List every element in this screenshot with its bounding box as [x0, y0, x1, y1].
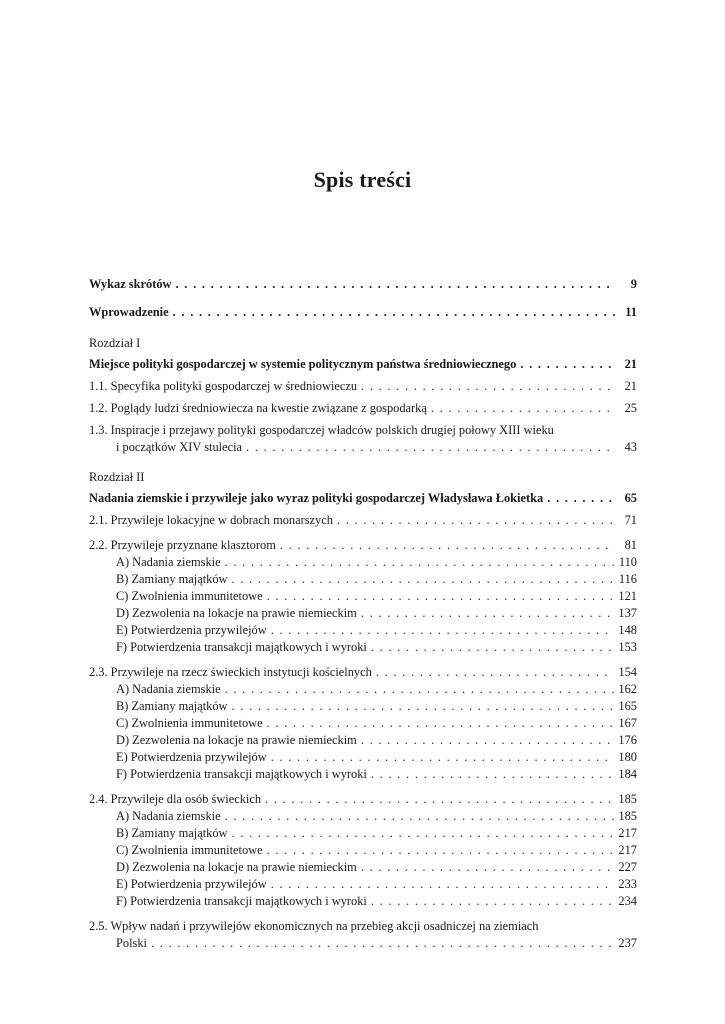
toc-entry-text: 1.1. Specyfika polityki gospodarczej w średniowieczu: [89, 379, 358, 393]
leader-dots: [232, 698, 615, 715]
toc-entry-text: A) Nadania ziemskie: [116, 809, 221, 823]
toc-chapter-title[interactable]: [89, 490, 637, 507]
toc-page-number: 233: [618, 877, 637, 891]
toc-subentry[interactable]: [89, 893, 637, 910]
toc-subentry[interactable]: [89, 605, 637, 622]
leader-dots: [225, 808, 615, 825]
toc-subentry[interactable]: [89, 554, 637, 571]
chapter-label: Rozdział II: [89, 470, 145, 484]
page-title: Spis treści: [313, 167, 412, 192]
toc-entry-text: Miejsce polityki gospodarczej w systemie politycznym państwa średniowiecznego: [89, 357, 517, 371]
toc-entry-text: D) Zezwolenia na lokacje na prawie niemieckim: [116, 860, 357, 874]
toc-entry-text: A) Nadania ziemskie: [116, 682, 221, 696]
toc-section-entry[interactable]: [89, 664, 637, 681]
leader-dots: [280, 537, 615, 554]
toc-entry-text: i początków XIV stulecia: [116, 440, 243, 454]
toc-page-number: 65: [624, 491, 637, 505]
toc-section-entry[interactable]: [89, 791, 637, 808]
toc-entry-text: C) Zwolnienia immunitetowe: [116, 589, 263, 603]
toc-entry-text: D) Zezwolenia na lokacje na prawie niemieckim: [116, 606, 357, 620]
toc-subentry[interactable]: [89, 859, 637, 876]
toc-entry-text: C) Zwolnienia immunitetowe: [116, 716, 263, 730]
leader-dots: [376, 664, 615, 681]
leader-dots: [337, 512, 615, 529]
toc-page-number: 162: [618, 682, 637, 696]
toc-subentry[interactable]: [89, 825, 637, 842]
leader-dots: [151, 935, 614, 952]
leader-dots: [371, 766, 615, 783]
toc-section-entry[interactable]: [89, 378, 637, 395]
toc-entry-text: Nadania ziemskie i przywileje jako wyraz polityki gospodarczej Władysława Łokietka: [89, 491, 544, 505]
toc-entry-text: 2.2. Przywileje przyznane klasztorom: [89, 538, 276, 552]
leader-dots: [232, 825, 615, 842]
toc-page-number: 137: [618, 606, 637, 620]
toc-subentry[interactable]: [89, 571, 637, 588]
toc-page-number: 234: [618, 894, 637, 908]
toc-entry-text: B) Zamiany majątków: [116, 699, 228, 713]
toc-page-number: 21: [624, 357, 637, 371]
toc-entry-text: F) Potwierdzenia transakcji majątkowych i wyroki: [116, 894, 367, 908]
toc-page-number: 165: [618, 699, 637, 713]
leader-dots: [271, 876, 615, 893]
toc-page-number: 217: [618, 843, 637, 857]
toc-section-entry[interactable]: [89, 400, 637, 417]
toc-page-number: 25: [624, 401, 637, 415]
toc-entry-continuation: [89, 439, 637, 456]
toc-section-entry[interactable]: [89, 512, 637, 529]
toc-subentry[interactable]: [89, 749, 637, 766]
toc-page-number: 43: [624, 440, 637, 454]
toc-entry-continuation: [89, 935, 637, 952]
toc-entry-text: 2.1. Przywileje lokacyjne w dobrach monarszych: [89, 513, 333, 527]
toc-subentry[interactable]: [89, 842, 637, 859]
leader-dots: [361, 605, 615, 622]
toc-page-number: 11: [625, 305, 637, 319]
toc-entry-text: E) Potwierdzenia przywilejów: [116, 623, 267, 637]
toc-subentry[interactable]: [89, 681, 637, 698]
leader-dots: [246, 439, 615, 456]
toc-page-number: 154: [618, 665, 637, 679]
toc-page-number: 167: [618, 716, 637, 730]
toc-subentry[interactable]: [89, 622, 637, 639]
toc-chapter-title[interactable]: [89, 356, 637, 373]
toc-entry-text: B) Zamiany majątków: [116, 572, 228, 586]
toc-page-number: 176: [618, 733, 637, 747]
toc-page-number: 81: [624, 538, 637, 552]
leader-dots: [547, 490, 615, 507]
toc-entry-text: 1.2. Poglądy ludzi średniowiecza na kwestie związane z gospodarką: [89, 401, 427, 415]
toc-entry-text: 2.3. Przywileje na rzecz świeckich instytucji kościelnych: [89, 665, 372, 679]
toc-section-entry[interactable]: [89, 918, 637, 952]
leader-dots: [371, 639, 615, 656]
toc-entry-abbreviations[interactable]: [89, 276, 637, 293]
leader-dots: [225, 554, 615, 571]
toc-entry-text: F) Potwierdzenia transakcji majątkowych i wyroki: [116, 767, 367, 781]
toc-entry-text: Wykaz skrótów: [89, 277, 172, 291]
toc-entry-text: E) Potwierdzenia przywilejów: [116, 877, 267, 891]
toc-page-number: 185: [618, 809, 637, 823]
leader-dots: [267, 588, 615, 605]
toc-page-number: 121: [618, 589, 637, 603]
toc-entry-text: A) Nadania ziemskie: [116, 555, 221, 569]
leader-dots: [431, 400, 615, 417]
toc-page-number: 237: [618, 936, 637, 950]
toc-subentry[interactable]: [89, 766, 637, 783]
toc-section-entry[interactable]: [89, 422, 637, 456]
toc-entry-text: E) Potwierdzenia przywilejów: [116, 750, 267, 764]
toc-entry-text: F) Potwierdzenia transakcji majątkowych i wyroki: [116, 640, 367, 654]
leader-dots: [176, 276, 616, 293]
toc-subentry[interactable]: [89, 698, 637, 715]
leader-dots: [271, 749, 615, 766]
leader-dots: [173, 304, 615, 321]
toc-page-number: 217: [618, 826, 637, 840]
toc-page-number: 116: [618, 572, 637, 586]
toc-entry-text: Polski: [116, 936, 147, 950]
toc-page-number: 9: [630, 277, 637, 291]
leader-dots: [267, 715, 615, 732]
leader-dots: [265, 791, 614, 808]
chapter-label: Rozdział I: [89, 336, 141, 350]
leader-dots: [371, 893, 615, 910]
toc-page-number: 71: [624, 513, 637, 527]
toc-page-number: 21: [624, 379, 637, 393]
toc-subentry[interactable]: [89, 588, 637, 605]
toc-page-number: 184: [618, 767, 637, 781]
toc-subentry[interactable]: [89, 808, 637, 825]
toc-page-number: 185: [618, 792, 637, 806]
toc-entry-introduction[interactable]: [89, 304, 637, 321]
toc-entry-text: 2.5. Wpływ nadań i przywilejów ekonomicznych na przebieg akcji osadniczej na ziemiach: [89, 919, 539, 933]
toc-page-number: 148: [618, 623, 637, 637]
toc-page-number: 180: [618, 750, 637, 764]
toc-page-number: 227: [618, 860, 637, 874]
toc-section-entry[interactable]: [89, 537, 637, 554]
leader-dots: [361, 378, 615, 395]
table-of-contents: [89, 276, 637, 952]
leader-dots: [520, 356, 615, 373]
toc-entry-text: B) Zamiany majątków: [116, 826, 228, 840]
toc-entry-text: C) Zwolnienia immunitetowe: [116, 843, 263, 857]
leader-dots: [361, 732, 615, 749]
toc-page-number: 153: [618, 640, 637, 654]
leader-dots: [267, 842, 615, 859]
toc-entry-text: D) Zezwolenia na lokacje na prawie niemieckim: [116, 733, 357, 747]
leader-dots: [232, 571, 615, 588]
toc-subentry[interactable]: [89, 732, 637, 749]
toc-subentry[interactable]: [89, 876, 637, 893]
leader-dots: [225, 681, 615, 698]
leader-dots: [361, 859, 615, 876]
toc-entry-text: 1.3. Inspiracje i przejawy polityki gospodarczej władców polskich drugiej połowy XIII wieku: [89, 423, 554, 437]
toc-page-number: 110: [618, 555, 637, 569]
toc-subentry[interactable]: [89, 715, 637, 732]
toc-entry-text: 2.4. Przywileje dla osób świeckich: [89, 792, 262, 806]
toc-entry-text: Wprowadzenie: [89, 305, 169, 319]
leader-dots: [271, 622, 615, 639]
toc-subentry[interactable]: [89, 639, 637, 656]
